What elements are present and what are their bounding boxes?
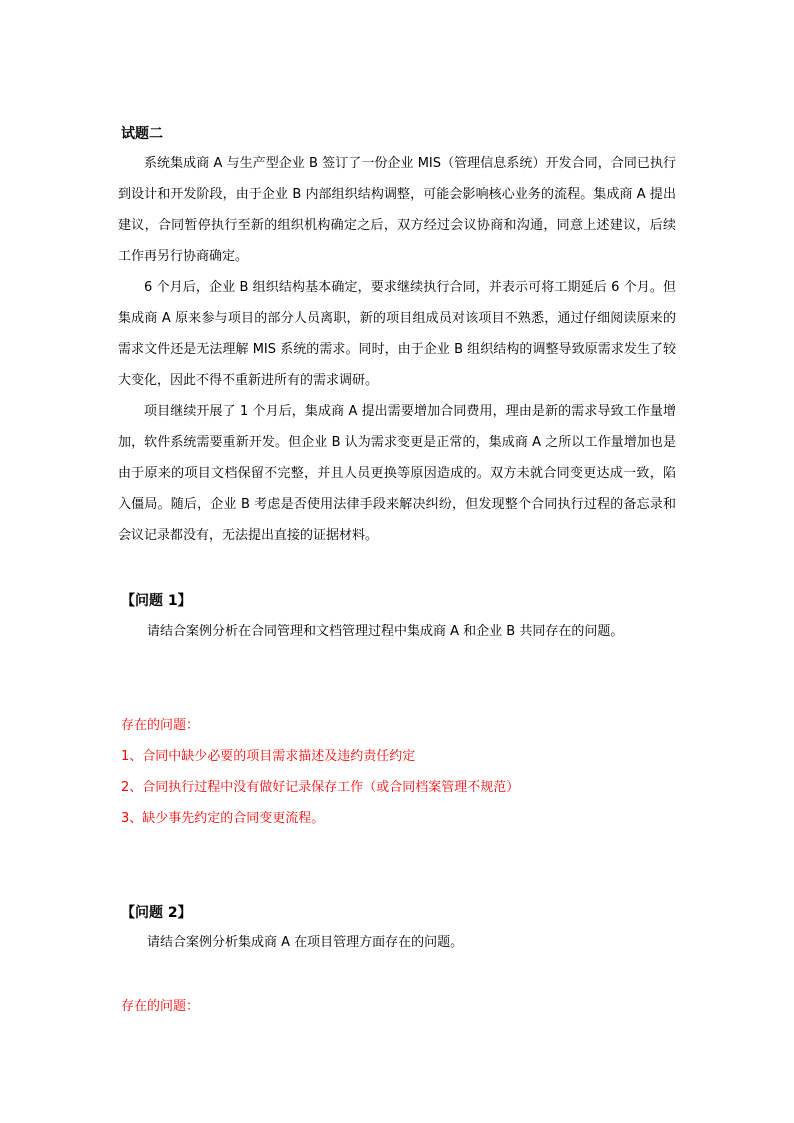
question-2-text: 请结合案例分析集成商 A 在项目管理方面存在的问题。 bbox=[147, 935, 464, 950]
question-2-answer-label: 存在的问题： bbox=[121, 999, 200, 1014]
case-paragraph-3: 项目继续开展了 1 个月后，集成商 A 提出需要增加合同费用，理由是新的需求导致工作量增加，软件系统需要重新开发。但企业 B 认为需求变更是正常的，集成商 A 之所以工作量增加也是由于原来的项目文档保留不完整，并且人员更换等原因造成的。双方未就合同变更达成一致，陷入僵局。随后，企业 B 考虑是否使用法律手段来解决纠纷，但发现整个合同执行过程的备忘录和会议记录都没有，无法提出直接的证据材料。 bbox=[118, 404, 676, 543]
question-1-answer-item: 3、缺少事先约定的合同变更流程。 bbox=[121, 811, 325, 826]
question-1-answer-item: 2、合同执行过程中没有做好记录保存工作（或合同档案管理不规范） bbox=[121, 780, 520, 795]
question-1-heading: 【问题 1】 bbox=[121, 593, 192, 609]
question-1-answer-label: 存在的问题： bbox=[121, 718, 200, 733]
question-1-answer-item: 1、合同中缺少必要的项目需求描述及违约责任约定 bbox=[121, 749, 416, 764]
case-paragraph-1: 系统集成商 A 与生产型企业 B 签订了一份企业 MIS（管理信息系统）开发合同，合同已执行到设计和开发阶段，由于企业 B 内部组织结构调整，可能会影响核心业务的流程。集成商 A 提出建议，合同暂停执行至新的组织机构确定之后，双方经过会议协商和沟通，同意上述建议，后续工作再另行协商确定。 bbox=[118, 156, 676, 264]
section-title: 试题二 bbox=[121, 126, 163, 142]
case-paragraph-2: 6 个月后，企业 B 组织结构基本确定，要求继续执行合同，并表示可将工期延后 6 个月。但集成商 A 原来参与项目的部分人员离职，新的项目组成员对该项目不熟悉，通过仔细阅读原来的需求文件还是无法理解 MIS 系统的需求。同时，由于企业 B 组织结构的调整导致原需求发生了较大变化，因此不得不重新进所有的需求调研。 bbox=[118, 280, 676, 388]
question-1-text: 请结合案例分析在合同管理和文档管理过程中集成商 A 和企业 B 共同存在的问题。 bbox=[147, 624, 624, 639]
question-2-heading: 【问题 2】 bbox=[121, 905, 192, 921]
